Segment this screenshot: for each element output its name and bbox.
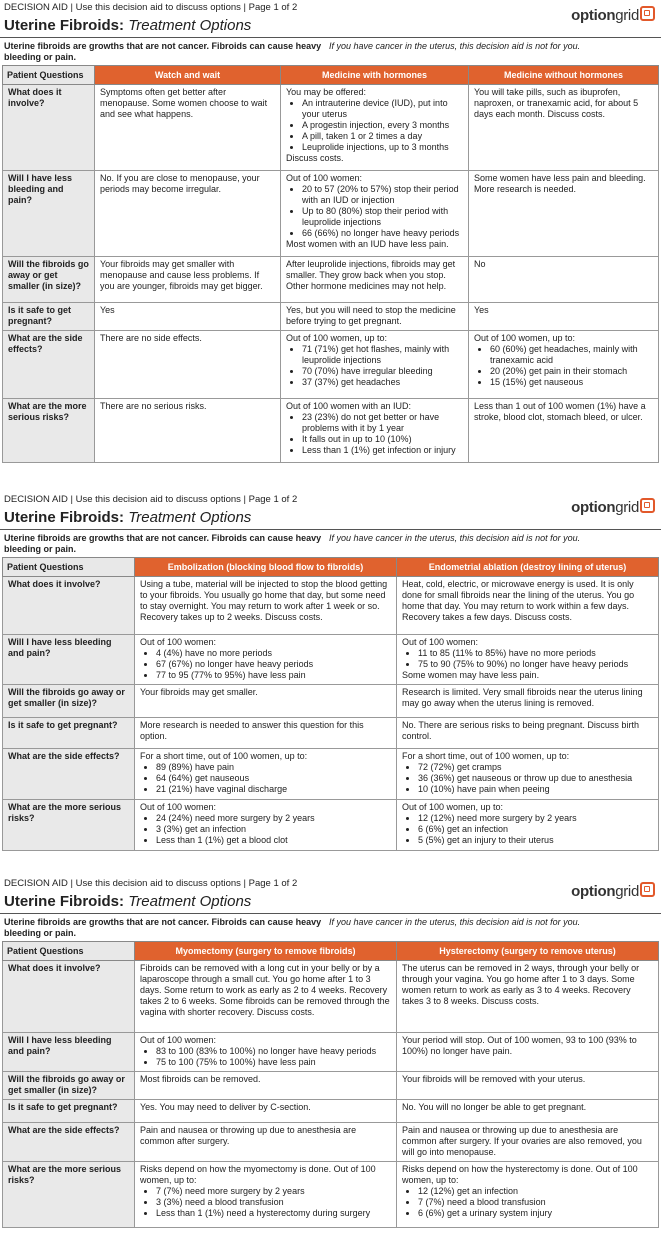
- option-cell: [135, 800, 397, 851]
- bullet-item: • Leuprolide injections, up to 3 months: [302, 142, 463, 153]
- cell-intro: Risks depend on how the hysterectomy is done. Out of 100 women, up to:: [402, 1164, 638, 1185]
- page-section-1: [0, 0, 661, 492]
- title-italic: Treatment Options: [128, 17, 252, 34]
- option-cell: [469, 257, 659, 303]
- table-row: [3, 1072, 659, 1100]
- header-text: DECISION AID | Use this decision aid to discuss options | Page 1 of 2: [4, 494, 298, 505]
- table-row: [3, 1123, 659, 1162]
- bullet-item: • Less than 1 (1%) get infection or injury: [302, 445, 463, 456]
- column-header-option: Endometrial ablation (destroy lining of uterus): [397, 558, 659, 577]
- header-text: DECISION AID | Use this decision aid to discuss options | Page 1 of 2: [4, 878, 298, 889]
- option-cell: [397, 577, 659, 635]
- option-cell: [281, 303, 469, 331]
- option-cell: [135, 635, 397, 685]
- column-header-questions: Patient Questions: [3, 558, 135, 577]
- intro: [0, 914, 661, 941]
- intro: [0, 38, 661, 65]
- cell-text: Using a tube, material will be injected to stop the blood getting to your fibroids. You usually go home that day, but some need to stay overnight. You may return to work after 1 week or so. Recovery takes up to 2 weeks. Discuss costs.: [140, 579, 388, 622]
- option-cell: [397, 635, 659, 685]
- patient-question: Will the fibroids go away or get smaller (in size)?: [3, 257, 95, 303]
- option-cell: [397, 1100, 659, 1123]
- cell-text: More research is needed to answer this question for this option.: [140, 720, 364, 741]
- title-italic: Treatment Options: [128, 509, 252, 526]
- bullet-item: • 37 (37%) get headaches: [302, 377, 463, 388]
- logo-grid: grid: [615, 883, 639, 900]
- column-header-option: Embolization (blocking blood flow to fibroids): [135, 558, 397, 577]
- option-cell: [135, 577, 397, 635]
- column-header-option: Medicine with hormones: [281, 66, 469, 85]
- title-bold: Uterine Fibroids:: [4, 893, 125, 910]
- option-cell: [95, 257, 281, 303]
- option-grid-logo: [571, 498, 655, 516]
- bullet-item: • 23 (23%) do not get better or have problems with it by 1 year: [302, 412, 463, 434]
- patient-question: What does it involve?: [3, 577, 135, 635]
- logo-option: option: [571, 499, 616, 516]
- cell-text: Research is limited. Very small fibroids near the uterus lining may go away when the uterus lining is removed.: [402, 687, 643, 708]
- option-cell: [135, 1033, 397, 1072]
- patient-question: What does it involve?: [3, 85, 95, 171]
- bullet-item: • 83 to 100 (83% to 100%) no longer have heavy periods: [156, 1046, 391, 1057]
- bullet-item: • Less than 1 (1%) need a hysterectomy during surgery: [156, 1208, 391, 1219]
- header-text: DECISION AID | Use this decision aid to discuss options | Page 1 of 2: [4, 2, 298, 13]
- patient-question: Will I have less bleeding and pain?: [3, 635, 135, 685]
- option-cell: [397, 1033, 659, 1072]
- bullet-item: • 21 (21%) have vaginal discharge: [156, 784, 391, 795]
- bullet-item: • Less than 1 (1%) get a blood clot: [156, 835, 391, 846]
- bullet-item: • 10 (10%) have pain when peeing: [418, 784, 653, 795]
- bullet-item: • 20 (20%) get pain in their stomach: [490, 366, 653, 377]
- table-row: [3, 303, 659, 331]
- patient-question: Will the fibroids go away or get smaller (in size)?: [3, 1072, 135, 1100]
- option-cell: [397, 685, 659, 718]
- patient-question: Is it safe to get pregnant?: [3, 1100, 135, 1123]
- cell-text: Symptoms often get better after menopause. Some women choose to wait and see what happens.: [100, 87, 268, 119]
- option-cell: [135, 1162, 397, 1228]
- option-cell: [135, 718, 397, 749]
- table-row: [3, 685, 659, 718]
- cancer-warning: If you have cancer in the uterus, this decision aid is not for you.: [329, 533, 581, 543]
- cell-intro: Out of 100 women:: [140, 802, 217, 812]
- cell-text: Your fibroids may get smaller with menopause and cause less problems. If you are younger, fibroids may get bigger.: [100, 259, 263, 291]
- cell-intro: For a short time, out of 100 women, up to:: [140, 751, 308, 761]
- cell-text: No. There are serious risks to being pregnant. Discuss birth control.: [402, 720, 639, 741]
- patient-question: Is it safe to get pregnant?: [3, 718, 135, 749]
- bullet-list: [286, 184, 463, 239]
- cell-text: Some women have less pain and bleeding. More research is needed.: [474, 173, 646, 194]
- table-header-row: [3, 66, 659, 85]
- bullet-list: [402, 813, 653, 846]
- column-header-option: Watch and wait: [95, 66, 281, 85]
- decision-aid-header: [0, 492, 661, 516]
- option-cell: [397, 1123, 659, 1162]
- bullet-list: [402, 1186, 653, 1219]
- bullet-item: • 77 to 95 (77% to 95%) have less pain: [156, 670, 391, 681]
- cell-outro: Most women with an IUD have less pain.: [286, 239, 449, 249]
- title-italic: Treatment Options: [128, 893, 252, 910]
- title-bold: Uterine Fibroids:: [4, 509, 125, 526]
- bullet-item: • 11 to 85 (11% to 85%) have no more periods: [418, 648, 653, 659]
- patient-question: Will the fibroids go away or get smaller (in size)?: [3, 685, 135, 718]
- table-row: [3, 749, 659, 800]
- cell-text: No: [474, 259, 486, 269]
- cell-outro: Some women may have less pain.: [402, 670, 540, 680]
- table-row: [3, 718, 659, 749]
- bullet-list: [140, 648, 391, 681]
- bullet-item: • 12 (12%) need more surgery by 2 years: [418, 813, 653, 824]
- bullet-list: [402, 762, 653, 795]
- cancer-warning: If you have cancer in the uterus, this decision aid is not for you.: [329, 917, 581, 927]
- cell-text: Yes, but you will need to stop the medicine before trying to get pregnant.: [286, 305, 456, 326]
- bullet-list: [286, 344, 463, 388]
- bullet-item: • 89 (89%) have pain: [156, 762, 391, 773]
- option-cell: [135, 1072, 397, 1100]
- intro: [0, 530, 661, 557]
- cell-text: Fibroids can be removed with a long cut in your belly or by a laparoscope through a small cut. You go home after 1 to 3 days. Some return to work as early as 2 to 4 weeks. Recovery takes 2 to 6 weeks. Some fibroids can be removed through the vagina with shorter recovery. Discuss costs.: [140, 963, 390, 1017]
- cell-text: Your period will stop. Out of 100 women, 93 to 100 (93% to 100%) no longer have pain.: [402, 1035, 637, 1056]
- option-cell: [397, 718, 659, 749]
- cell-text: The uterus can be removed in 2 ways, through your belly or through your vagina. You go home after 1 to 3 days. Some women return to work as early as 3 to 4 weeks. Recovery takes 3 to 8 weeks. Discuss costs.: [402, 963, 640, 1006]
- bullet-item: • 24 (24%) need more surgery by 2 years: [156, 813, 391, 824]
- table-row: [3, 577, 659, 635]
- cell-text: Most fibroids can be removed.: [140, 1074, 261, 1084]
- cell-intro: Out of 100 women:: [140, 637, 217, 647]
- patient-question: What are the side effects?: [3, 331, 95, 399]
- bullet-item: • 67 (67%) no longer have heavy periods: [156, 659, 391, 670]
- patient-question: What are the more serious risks?: [3, 399, 95, 463]
- table-row: [3, 85, 659, 171]
- bullet-item: • 15 (15%) get nauseous: [490, 377, 653, 388]
- option-cell: [135, 961, 397, 1033]
- bullet-item: • 66 (66%) no longer have heavy periods: [302, 228, 463, 239]
- column-header-option: Myomectomy (surgery to remove fibroids): [135, 942, 397, 961]
- bullet-item: • 3 (3%) get an infection: [156, 824, 391, 835]
- cell-text: Yes: [100, 305, 115, 315]
- option-cell: [135, 685, 397, 718]
- option-cell: [135, 1100, 397, 1123]
- table-row: [3, 257, 659, 303]
- bullet-item: • 7 (7%) need a blood transfusion: [418, 1197, 653, 1208]
- bullet-list: [402, 648, 653, 670]
- page-section-3: [0, 876, 661, 1241]
- cell-text: Heat, cold, electric, or microwave energy is used. It is only done for small fibroids near the lining of the uterus. You go home that day. You may return to work within a few days. Recovery takes a few days. Discuss costs.: [402, 579, 635, 622]
- cell-text: Your fibroids will be removed with your uterus.: [402, 1074, 586, 1084]
- logo-grid: grid: [615, 499, 639, 516]
- bullet-item: • 75 to 90 (75% to 90%) no longer have heavy periods: [418, 659, 653, 670]
- option-cell: [469, 331, 659, 399]
- option-cell: [397, 961, 659, 1033]
- column-header-option: Hysterectomy (surgery to remove uterus): [397, 942, 659, 961]
- option-grid-logo: [571, 882, 655, 900]
- decision-aid-header: [0, 876, 661, 900]
- option-cell: [281, 399, 469, 463]
- cell-text: Pain and nausea or throwing up due to anesthesia are common after surgery.: [140, 1125, 357, 1146]
- option-cell: [95, 171, 281, 257]
- option-cell: [397, 1072, 659, 1100]
- intro-statement: Uterine fibroids are growths that are not cancer. Fibroids can cause heavy bleeding or pain.: [4, 41, 322, 62]
- cell-text: Less than 1 out of 100 women (1%) have a stroke, blood clot, stomach bleed, or ulcer.: [474, 401, 646, 422]
- bullet-item: • A progestin injection, every 3 months: [302, 120, 463, 131]
- cell-outro: Discuss costs.: [286, 153, 344, 163]
- bullet-list: [140, 762, 391, 795]
- column-header-questions: Patient Questions: [3, 66, 95, 85]
- bullet-item: • Up to 80 (80%) stop their period with leuprolide injections: [302, 206, 463, 228]
- table-header-row: [3, 558, 659, 577]
- logo-option: option: [571, 7, 616, 24]
- cell-intro: Out of 100 women:: [140, 1035, 217, 1045]
- table-row: [3, 800, 659, 851]
- cell-text: No. You will no longer be able to get pregnant.: [402, 1102, 587, 1112]
- patient-question: What are the side effects?: [3, 749, 135, 800]
- table-row: [3, 1162, 659, 1228]
- bullet-list: [140, 1046, 391, 1068]
- cell-text: Pain and nausea or throwing up due to anesthesia are common after surgery. If your ovaries are also removed, you will go into menopause.: [402, 1125, 642, 1157]
- cell-text: There are no side effects.: [100, 333, 202, 343]
- option-cell: [135, 1123, 397, 1162]
- cell-intro: Out of 100 women, up to:: [286, 333, 388, 343]
- option-cell: [95, 303, 281, 331]
- patient-question: What are the side effects?: [3, 1123, 135, 1162]
- option-grid-icon: [640, 882, 655, 897]
- bullet-item: • 36 (36%) get nauseous or throw up due to anesthesia: [418, 773, 653, 784]
- page-title: [0, 892, 661, 913]
- patient-question: What are the more serious risks?: [3, 800, 135, 851]
- option-cell: [95, 85, 281, 171]
- bullet-list: [140, 813, 391, 846]
- bullet-item: • 71 (71%) get hot flashes, mainly with leuprolide injections: [302, 344, 463, 366]
- bullet-item: • 5 (5%) get an injury to their uterus: [418, 835, 653, 846]
- table-header-row: [3, 942, 659, 961]
- logo-grid: grid: [615, 7, 639, 24]
- bullet-list: [474, 344, 653, 388]
- cell-intro: You may be offered:: [286, 87, 367, 97]
- page-section-2: [0, 492, 661, 876]
- bullet-list: [286, 412, 463, 456]
- cell-text: Yes: [474, 305, 489, 315]
- decision-aid-header: [0, 0, 661, 24]
- table-row: [3, 399, 659, 463]
- bullet-item: • 60 (60%) get headaches, mainly with tranexamic acid: [490, 344, 653, 366]
- bullet-item: • 64 (64%) get nauseous: [156, 773, 391, 784]
- bullet-list: [286, 98, 463, 153]
- cell-text: Your fibroids may get smaller.: [140, 687, 258, 697]
- patient-question: What does it involve?: [3, 961, 135, 1033]
- options-table: [2, 941, 659, 1228]
- bullet-item: • 6 (6%) get a urinary system injury: [418, 1208, 653, 1219]
- cell-intro: For a short time, out of 100 women, up to:: [402, 751, 570, 761]
- bullet-item: • 12 (12%) get an infection: [418, 1186, 653, 1197]
- option-cell: [281, 331, 469, 399]
- option-cell: [469, 171, 659, 257]
- option-cell: [397, 1162, 659, 1228]
- bullet-item: • 7 (7%) need more surgery by 2 years: [156, 1186, 391, 1197]
- cell-text: Yes. You may need to deliver by C-section.: [140, 1102, 311, 1112]
- bullet-item: • An intrauterine device (IUD), put into your uterus: [302, 98, 463, 120]
- cell-intro: Out of 100 women, up to:: [402, 802, 504, 812]
- patient-question: Is it safe to get pregnant?: [3, 303, 95, 331]
- option-cell: [397, 800, 659, 851]
- table-row: [3, 635, 659, 685]
- bullet-item: • 3 (3%) need a blood transfusion: [156, 1197, 391, 1208]
- patient-question: Will I have less bleeding and pain?: [3, 1033, 135, 1072]
- bullet-item: • 6 (6%) get an infection: [418, 824, 653, 835]
- option-cell: [281, 171, 469, 257]
- option-cell: [135, 749, 397, 800]
- option-grid-icon: [640, 6, 655, 21]
- options-table: [2, 65, 659, 463]
- option-grid-icon: [640, 498, 655, 513]
- table-row: [3, 961, 659, 1033]
- option-cell: [469, 85, 659, 171]
- option-cell: [95, 399, 281, 463]
- table-row: [3, 1100, 659, 1123]
- cell-text: There are no serious risks.: [100, 401, 207, 411]
- page-title: [0, 508, 661, 529]
- option-cell: [95, 331, 281, 399]
- patient-question: Will I have less bleeding and pain?: [3, 171, 95, 257]
- intro-statement: Uterine fibroids are growths that are not cancer. Fibroids can cause heavy bleeding or pain.: [4, 533, 322, 554]
- title-bold: Uterine Fibroids:: [4, 17, 125, 34]
- bullet-item: • 75 to 100 (75% to 100%) have less pain: [156, 1057, 391, 1068]
- option-grid-logo: [571, 6, 655, 24]
- option-cell: [397, 749, 659, 800]
- option-cell: [469, 303, 659, 331]
- bullet-item: • 72 (72%) get cramps: [418, 762, 653, 773]
- option-cell: [281, 257, 469, 303]
- cell-text: After leuprolide injections, fibroids may get smaller. They grow back when you stop. Other hormone medicines may not help.: [286, 259, 456, 291]
- bullet-item: • 70 (70%) have irregular bleeding: [302, 366, 463, 377]
- table-row: [3, 1033, 659, 1072]
- table-row: [3, 171, 659, 257]
- intro-statement: Uterine fibroids are growths that are not cancer. Fibroids can cause heavy bleeding or pain.: [4, 917, 322, 938]
- option-cell: [469, 399, 659, 463]
- column-header-questions: Patient Questions: [3, 942, 135, 961]
- table-row: [3, 331, 659, 399]
- cell-text: No. If you are close to menopause, your periods may become irregular.: [100, 173, 260, 194]
- cell-intro: Out of 100 women with an IUD:: [286, 401, 412, 411]
- patient-question: What are the more serious risks?: [3, 1162, 135, 1228]
- cancer-warning: If you have cancer in the uterus, this decision aid is not for you.: [329, 41, 581, 51]
- options-table: [2, 557, 659, 851]
- page-title: [0, 16, 661, 37]
- bullet-item: • It falls out in up to 10 (10%): [302, 434, 463, 445]
- cell-intro: Out of 100 women:: [286, 173, 363, 183]
- column-header-option: Medicine without hormones: [469, 66, 659, 85]
- logo-option: option: [571, 883, 616, 900]
- cell-intro: Out of 100 women, up to:: [474, 333, 576, 343]
- bullet-item: • 20 to 57 (20% to 57%) stop their period with an IUD or injection: [302, 184, 463, 206]
- option-cell: [281, 85, 469, 171]
- cell-intro: Risks depend on how the myomectomy is done. Out of 100 women, up to:: [140, 1164, 376, 1185]
- bullet-list: [140, 1186, 391, 1219]
- bullet-item: • A pill, taken 1 or 2 times a day: [302, 131, 463, 142]
- bullet-item: • 4 (4%) have no more periods: [156, 648, 391, 659]
- cell-text: You will take pills, such as ibuprofen, naproxen, or tranexamic acid, for about 5 days each month. Discuss costs.: [474, 87, 639, 119]
- cell-intro: Out of 100 women:: [402, 637, 479, 647]
